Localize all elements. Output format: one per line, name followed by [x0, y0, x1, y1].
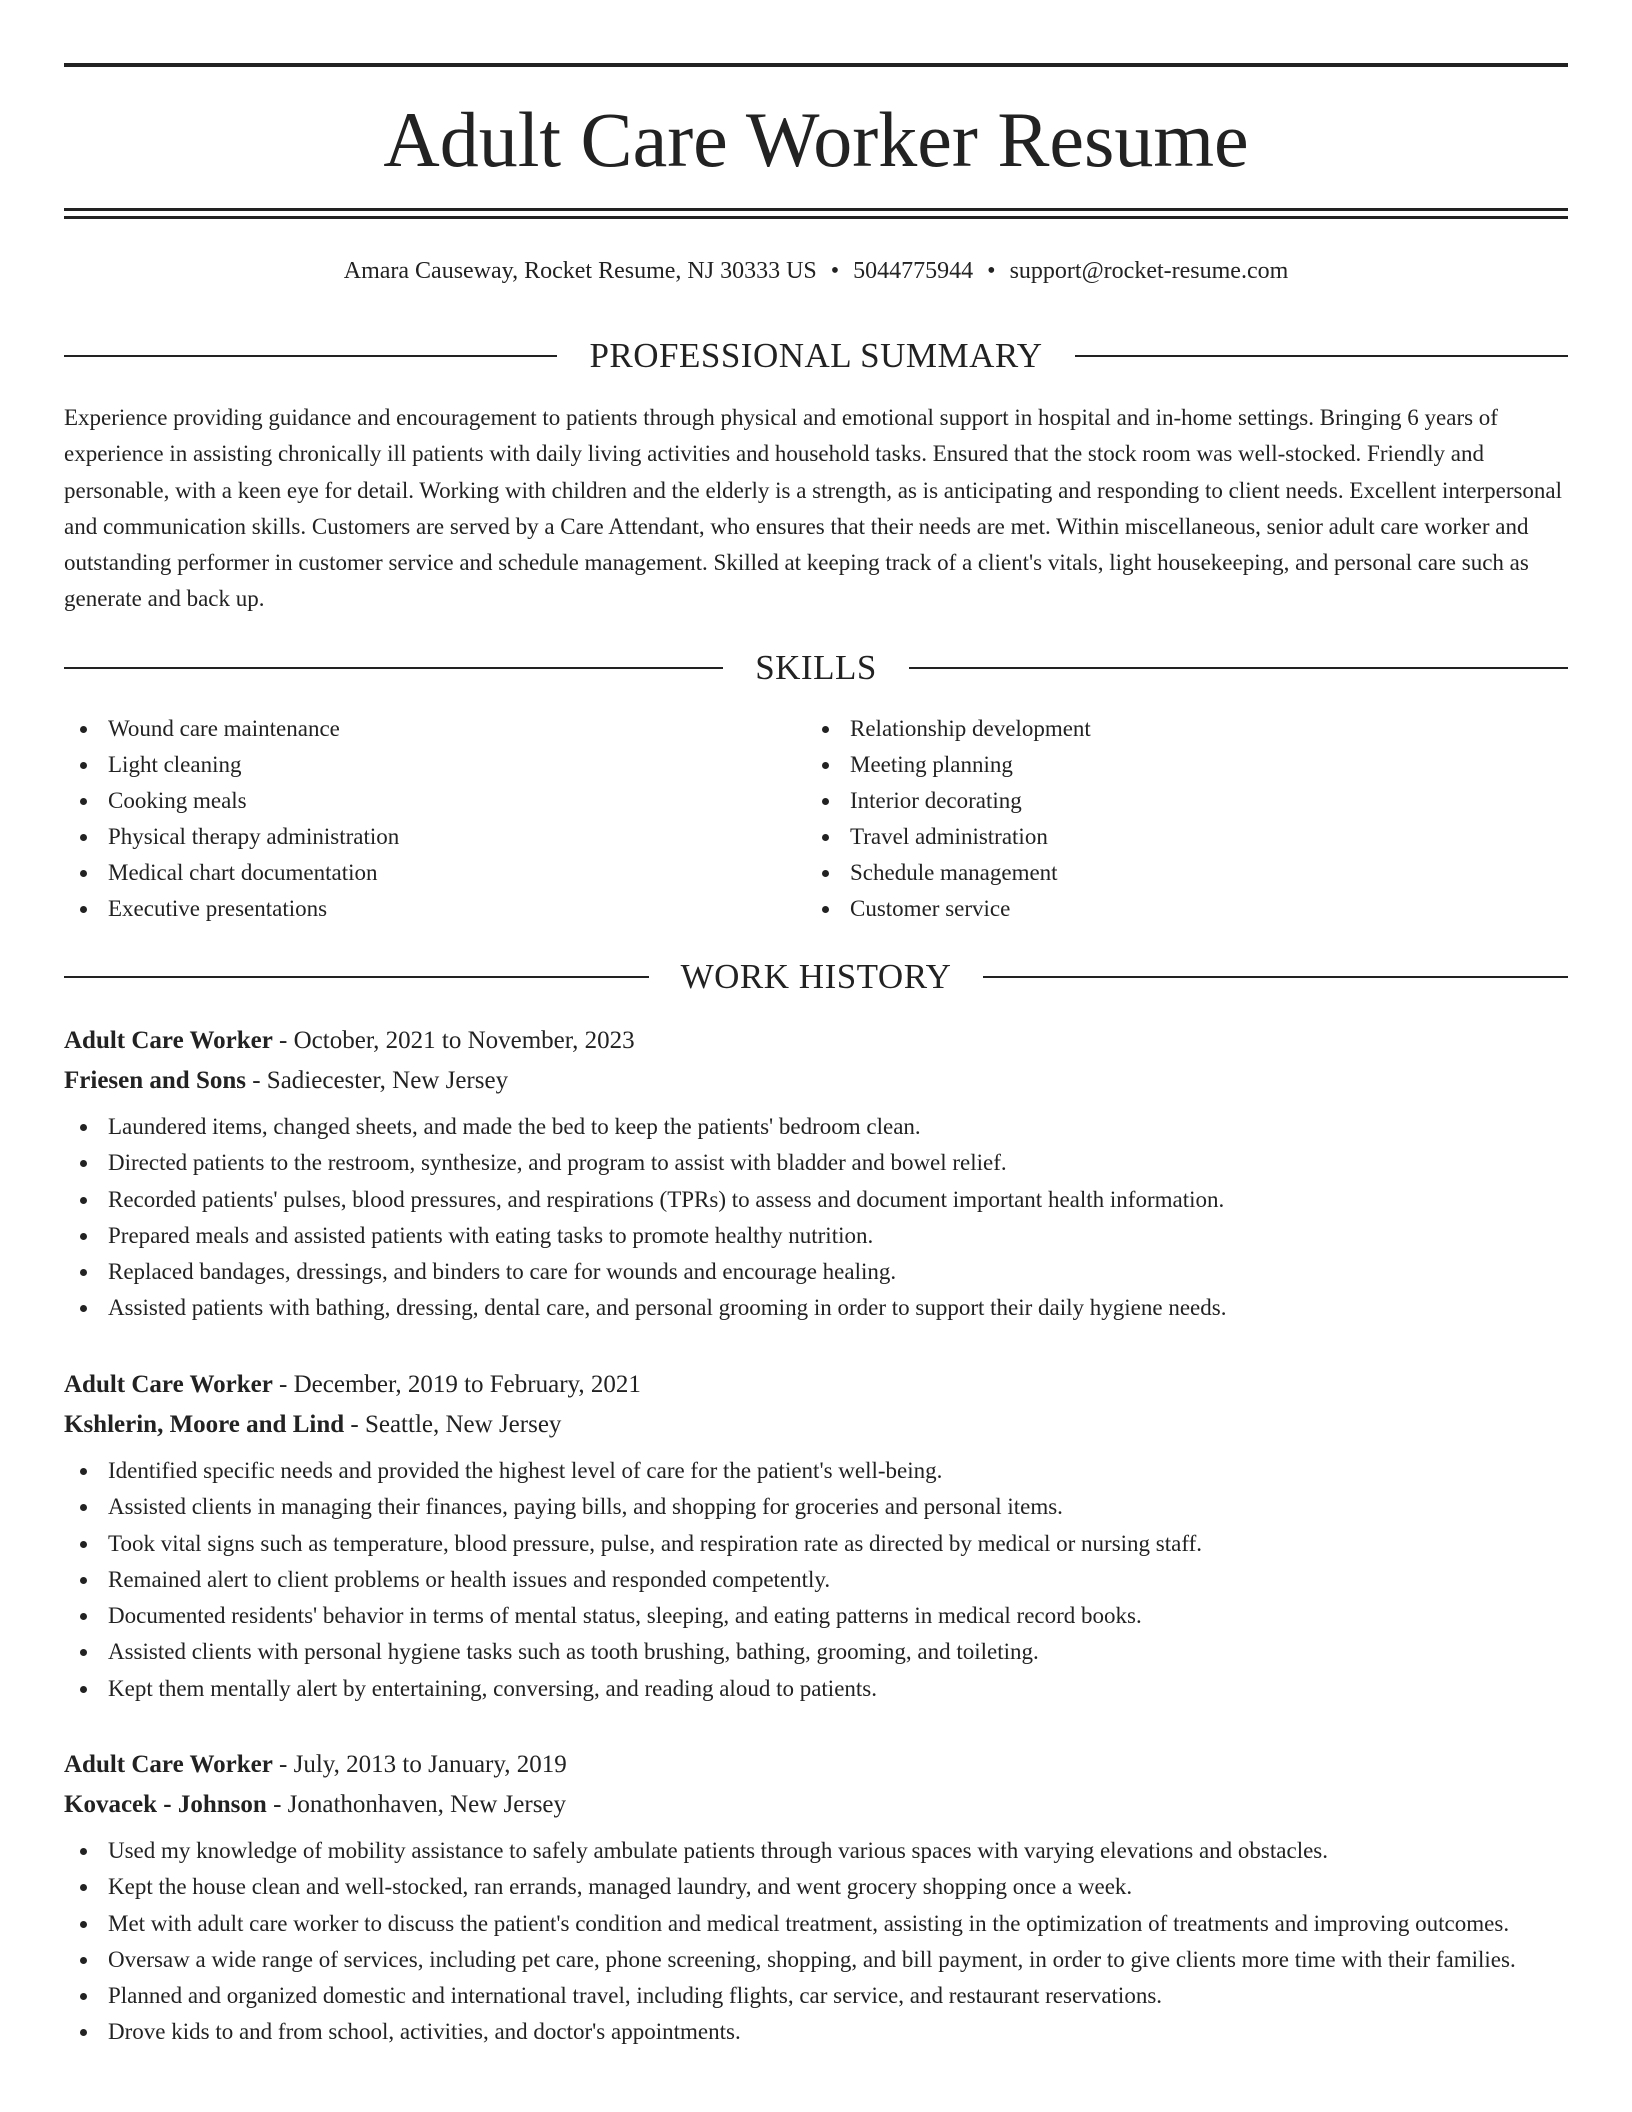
section-divider	[64, 976, 649, 978]
job-bullet: Documented residents' behavior in terms of mental status, sleeping, and eating patterns in medical record books.	[64, 1598, 1568, 1634]
work-section-header	[64, 955, 1568, 999]
job-company-line	[64, 1061, 1568, 1101]
section-divider	[64, 667, 723, 669]
job-bullet: Met with adult care worker to discuss the patient's condition and medical treatment, assisting in the optimization of treatments and improving outcomes.	[64, 1906, 1568, 1942]
job-bullet: Identified specific needs and provided the highest level of care for the patient's well-being.	[64, 1453, 1568, 1489]
job-bullets	[64, 1833, 1568, 2050]
job-entry	[64, 1745, 1568, 2051]
skill-item: Schedule management	[806, 855, 1486, 891]
skill-item: Light cleaning	[64, 747, 744, 783]
title-rule-upper	[64, 208, 1568, 211]
job-bullets	[64, 1453, 1568, 1707]
job-bullet: Assisted clients with personal hygiene tasks such as tooth brushing, bathing, grooming, and toileting.	[64, 1634, 1568, 1670]
contact-email: support@rocket-resume.com	[1009, 258, 1289, 284]
skills-list-left	[64, 711, 744, 927]
job-bullet: Directed patients to the restroom, synthesize, and program to assist with bladder and bowel relief.	[64, 1145, 1568, 1181]
skill-item: Physical therapy administration	[64, 819, 744, 855]
job-entry	[64, 1365, 1568, 1707]
job-bullets	[64, 1109, 1568, 1326]
skill-item: Relationship development	[806, 711, 1486, 747]
job-bullet: Replaced bandages, dressings, and binders to care for wounds and encourage healing.	[64, 1254, 1568, 1290]
job-dates: - October, 2021 to November, 2023	[272, 1027, 635, 1054]
skills-heading: SKILLS	[755, 648, 877, 687]
skill-item: Medical chart documentation	[64, 855, 744, 891]
job-location: - Jonathonhaven, New Jersey	[266, 1791, 567, 1818]
job-title-line	[64, 1021, 1568, 1061]
job-title: Adult Care Worker	[64, 1371, 273, 1398]
section-divider	[1075, 355, 1568, 357]
section-divider	[64, 355, 557, 357]
job-company: Friesen and Sons	[64, 1067, 246, 1094]
job-company: Kovacek - Johnson	[64, 1791, 267, 1818]
job-bullet: Oversaw a wide range of services, including pet care, phone screening, shopping, and bill payment, in order to give clients more time with their families.	[64, 1942, 1568, 1978]
summary-section-header	[64, 334, 1568, 378]
contact-separator: •	[987, 258, 996, 284]
job-title: Adult Care Worker	[64, 1027, 273, 1054]
summary-heading: PROFESSIONAL SUMMARY	[589, 336, 1043, 375]
skill-item: Interior decorating	[806, 783, 1486, 819]
job-bullet: Remained alert to client problems or health issues and responded competently.	[64, 1562, 1568, 1598]
skill-item: Meeting planning	[806, 747, 1486, 783]
job-bullet: Kept them mentally alert by entertaining, conversing, and reading aloud to patients.	[64, 1671, 1568, 1707]
skill-item: Customer service	[806, 891, 1486, 927]
skills-section-header	[64, 646, 1568, 690]
contact-address: Amara Causeway, Rocket Resume, NJ 30333 US	[343, 258, 817, 284]
job-dates: - July, 2013 to January, 2019	[272, 1751, 567, 1778]
job-bullet: Used my knowledge of mobility assistance to safely ambulate patients through various spaces with varying elevations and obstacles.	[64, 1833, 1568, 1869]
job-bullet: Prepared meals and assisted patients with eating tasks to promote healthy nutrition.	[64, 1218, 1568, 1254]
page-title: Adult Care Worker Resume	[383, 96, 1249, 183]
job-company: Kshlerin, Moore and Lind	[64, 1411, 345, 1438]
job-bullet: Recorded patients' pulses, blood pressures, and respirations (TPRs) to assess and document important health information.	[64, 1182, 1568, 1218]
job-bullet: Took vital signs such as temperature, blood pressure, pulse, and respiration rate as directed by medical or nursing staff.	[64, 1526, 1568, 1562]
job-location: - Seattle, New Jersey	[344, 1411, 562, 1438]
job-company-line	[64, 1405, 1568, 1445]
contact-separator: •	[830, 258, 840, 284]
job-title-line	[64, 1745, 1568, 1785]
work-heading: WORK HISTORY	[680, 957, 952, 996]
job-company-line	[64, 1785, 1568, 1825]
skill-item: Wound care maintenance	[64, 711, 744, 747]
job-bullet: Drove kids to and from school, activities, and doctor's appointments.	[64, 2014, 1568, 2050]
job-bullet: Laundered items, changed sheets, and made the bed to keep the patients' bedroom clean.	[64, 1109, 1568, 1145]
contact-phone: 5044775944	[853, 258, 974, 284]
section-divider	[983, 976, 1568, 978]
job-dates: - December, 2019 to February, 2021	[272, 1371, 641, 1398]
title-rule-lower	[64, 216, 1568, 219]
job-bullet: Planned and organized domestic and international travel, including flights, car service, and restaurant reservations.	[64, 1978, 1568, 2014]
contact-line	[64, 254, 1568, 288]
skill-item: Executive presentations	[64, 891, 744, 927]
job-entry	[64, 1021, 1568, 1327]
skill-item: Cooking meals	[64, 783, 744, 819]
job-title-line	[64, 1365, 1568, 1405]
job-bullet: Assisted patients with bathing, dressing, dental care, and personal grooming in order to support their daily hygiene needs.	[64, 1290, 1568, 1326]
section-divider	[909, 667, 1568, 669]
job-title: Adult Care Worker	[64, 1751, 273, 1778]
top-rule	[64, 63, 1568, 67]
summary-text: Experience providing guidance and encouragement to patients through physical and emotional support in hospital and in-home settings. Bringing 6 years of experience in assisting chronically ill patients with daily living activities and household tasks. Ensured that the stock room was well-stocked. Friendly and personable, with a keen eye for detail. Working with children and the elderly is a strength, as is anticipating and responding to client needs. Excellent interpersonal and communication skills. Customers are served by a Care Attendant, who ensures that their needs are met. Within miscellaneous, senior adult care worker and outstanding performer in customer service and schedule management. Skilled at keeping track of a client's vitals, light housekeeping, and personal care such as generate and back up.	[64, 405, 1563, 612]
job-bullet: Assisted clients in managing their finances, paying bills, and shopping for groceries and personal items.	[64, 1489, 1568, 1525]
job-bullet: Kept the house clean and well-stocked, ran errands, managed laundry, and went grocery shopping once a week.	[64, 1869, 1568, 1905]
skills-list-right	[806, 711, 1486, 927]
job-location: - Sadiecester, New Jersey	[245, 1067, 509, 1094]
skill-item: Travel administration	[806, 819, 1486, 855]
